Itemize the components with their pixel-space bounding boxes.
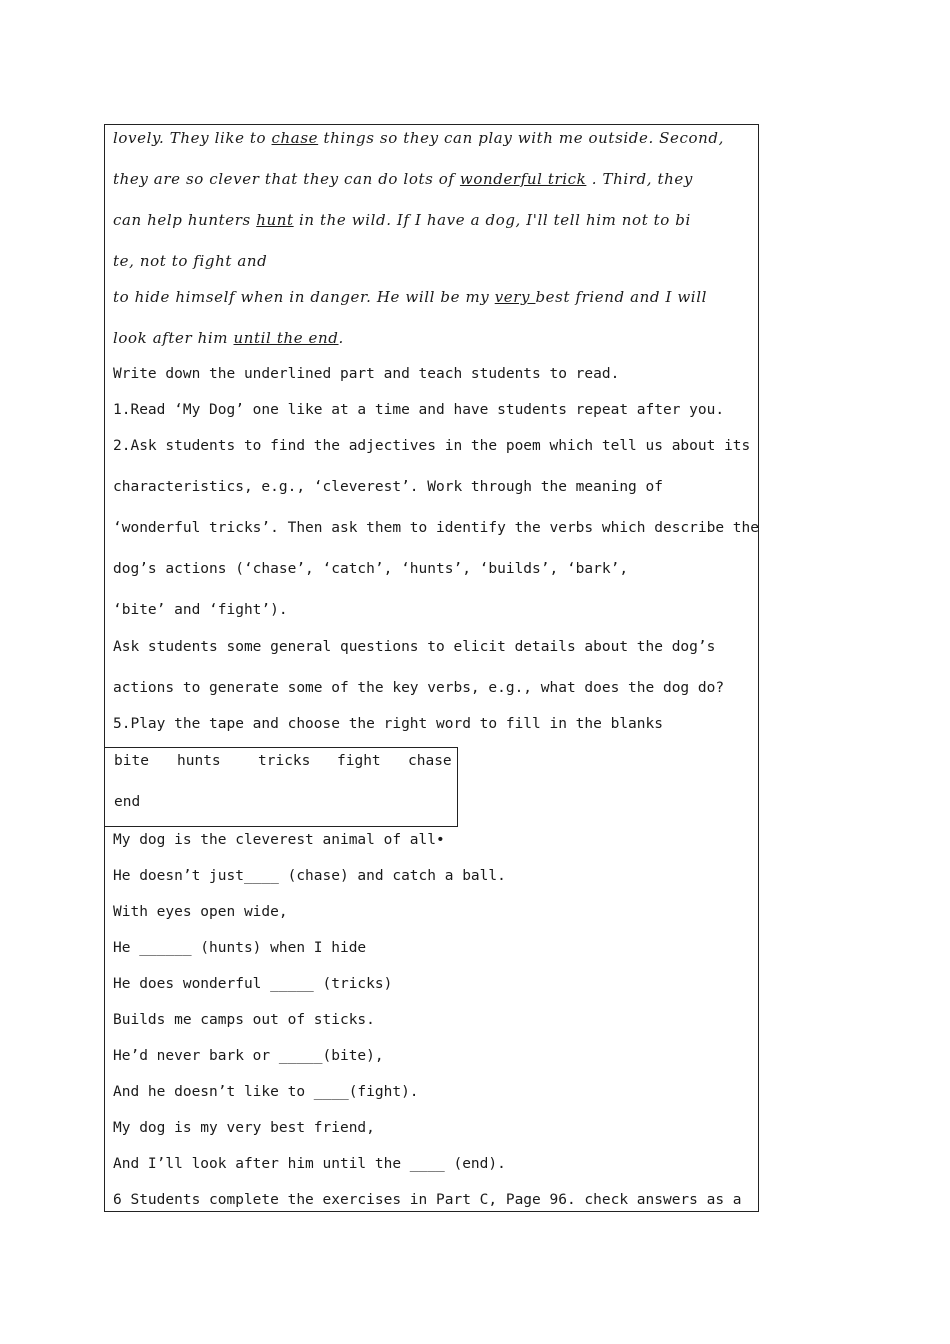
fill-in-line-8: And he doesn’t like to ____(fight). <box>113 1084 419 1100</box>
write-down-instruction: Write down the underlined part and teach students to read. <box>113 366 620 382</box>
step-2-line-2: characteristics, e.g., ‘cleverest’. Work through the meaning of <box>113 479 663 495</box>
step-2-line-4: dog’s actions (‘chase’, ‘catch’, ‘hunts’, ‘builds’, ‘bark’, <box>113 561 629 577</box>
underlined-word-hunt: hunt <box>256 211 294 229</box>
poem-text: best friend and I will <box>535 288 707 306</box>
fill-in-line-7: He’d never bark or _____(bite), <box>113 1048 384 1064</box>
underlined-word-wonderful-trick: wonderful trick <box>459 170 587 188</box>
poem-line-2 <box>113 170 693 188</box>
poem-text: things so they can play with me outside. Second, <box>318 129 724 147</box>
word-end: end <box>114 794 141 810</box>
word-tricks: tricks <box>258 753 311 769</box>
poem-text: they are so clever that they can do lots of <box>113 170 460 188</box>
poem-text: . <box>338 329 344 347</box>
word-chase: chase <box>408 753 452 769</box>
word-bite: bite <box>114 753 149 769</box>
step-2-line-5: ‘bite’ and ‘fight’). <box>113 602 288 618</box>
poem-line-6 <box>113 329 344 347</box>
fill-in-line-10: And I’ll look after him until the ____ (end). <box>113 1156 506 1172</box>
fill-in-line-5: He does wonderful _____ (tricks) <box>113 976 393 992</box>
poem-text: to hide himself when in danger. He will be my <box>113 288 495 306</box>
poem-line-3 <box>113 211 691 229</box>
underlined-word-chase: chase <box>271 129 319 147</box>
poem-text: lovely. They like to <box>113 129 272 147</box>
underlined-word-very: very <box>494 288 536 306</box>
poem-line-4: te, not to fight and <box>113 252 268 270</box>
step-2-line-1: 2.Ask students to find the adjectives in the poem which tell us about its <box>113 438 751 454</box>
word-hunts: hunts <box>177 753 221 769</box>
poem-text: look after him <box>113 329 234 347</box>
fill-in-line-9: My dog is my very best friend, <box>113 1120 375 1136</box>
poem-line-1 <box>113 129 724 147</box>
ask-students-line-1: Ask students some general questions to elicit details about the dog’s <box>113 639 716 655</box>
poem-text: in the wild. If I have a dog, I'll tell him not to bi <box>293 211 691 229</box>
step-6: 6 Students complete the exercises in Part C, Page 96. check answers as a <box>113 1192 742 1208</box>
fill-in-line-6: Builds me camps out of sticks. <box>113 1012 375 1028</box>
poem-text: can help hunters <box>113 211 257 229</box>
fill-in-line-4: He ______ (hunts) when I hide <box>113 940 367 956</box>
ask-students-line-2: actions to generate some of the key verbs, e.g., what does the dog do? <box>113 680 725 696</box>
step-5: 5.Play the tape and choose the right word to fill in the blanks <box>113 716 663 732</box>
word-fight: fight <box>337 753 381 769</box>
step-1: 1.Read ‘My Dog’ one like at a time and have students repeat after you. <box>113 402 725 418</box>
poem-text: . Third, they <box>586 170 693 188</box>
word-bank-box <box>104 747 458 827</box>
fill-in-line-2: He doesn’t just____ (chase) and catch a ball. <box>113 868 506 884</box>
fill-in-line-3: With eyes open wide, <box>113 904 288 920</box>
poem-line-5 <box>113 288 707 306</box>
fill-in-line-1: My dog is the cleverest animal of all• <box>113 832 445 848</box>
underlined-words-until-the-end: until the end <box>233 329 339 347</box>
step-2-line-3: ‘wonderful tricks’. Then ask them to identify the verbs which describe the <box>113 520 760 536</box>
